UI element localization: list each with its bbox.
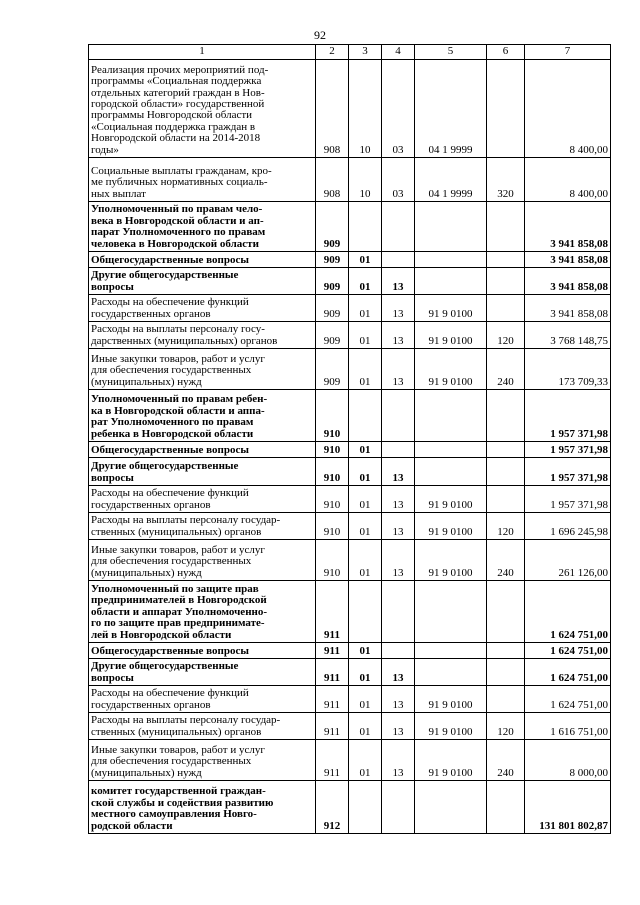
item-name-line: Уполномоченный по правам ребен-	[91, 393, 268, 406]
expense-type-cell: 320	[487, 158, 525, 202]
item-name-line: Новгородской области на 2014-2018	[91, 132, 261, 145]
ministry-code-cell: 909	[316, 268, 349, 295]
item-name-line: Расходы на выплаты персоналу государ-	[91, 514, 281, 527]
column-header: 6	[487, 45, 525, 60]
item-name-line: «Социальная поддержка граждан в	[91, 120, 256, 133]
subsection-code-cell	[382, 252, 415, 268]
expense-type-cell: 240	[487, 349, 525, 390]
item-name-cell	[89, 158, 316, 202]
item-name-line: государственных органов	[91, 698, 211, 711]
item-name-cell	[89, 581, 316, 643]
amount-cell: 1 624 751,00	[525, 581, 611, 643]
section-code-cell: 01	[349, 540, 382, 581]
item-name-line: родской области	[91, 819, 173, 832]
item-name-line: (муниципальных) нужд	[91, 766, 202, 779]
section-code-cell: 01	[349, 349, 382, 390]
expense-type-cell	[487, 390, 525, 442]
expense-type-cell	[487, 458, 525, 486]
amount-cell: 1 957 371,98	[525, 390, 611, 442]
item-name-line: Социальные выплаты гражданам, кро-	[91, 164, 272, 177]
item-name-cell	[89, 713, 316, 740]
expense-type-cell	[487, 486, 525, 513]
item-name-line: Расходы на выплаты персоналу государ-	[91, 714, 281, 727]
item-name-line: для обеспечения государственных	[91, 555, 252, 568]
table-row	[89, 486, 611, 513]
amount-cell: 3 768 148,75	[525, 322, 611, 349]
subsection-code-cell: 03	[382, 158, 415, 202]
table-row	[89, 252, 611, 268]
expense-type-cell	[487, 295, 525, 322]
ministry-code-cell: 908	[316, 158, 349, 202]
item-name-line: программы «Социальная поддержка	[91, 75, 262, 88]
item-name-line: ственных (муниципальных) органов	[91, 525, 262, 538]
table-row	[89, 295, 611, 322]
amount-cell: 173 709,33	[525, 349, 611, 390]
item-name-line: отдельных категорий граждан в Нов-	[91, 86, 265, 99]
expense-type-cell: 240	[487, 740, 525, 781]
item-name-line: ственных (муниципальных) органов	[91, 725, 262, 738]
target-article-cell	[415, 581, 487, 643]
table-row	[89, 659, 611, 686]
expense-type-cell	[487, 581, 525, 643]
target-article-cell: 91 9 0100	[415, 322, 487, 349]
table-row	[89, 713, 611, 740]
section-code-cell: 01	[349, 252, 382, 268]
item-name-line: вопросы	[91, 280, 134, 293]
target-article-cell	[415, 659, 487, 686]
item-name-line: века в Новгородской области и ап-	[91, 214, 264, 227]
item-name-line: парат Уполномоченного по правам	[91, 226, 266, 239]
item-name-line: государственных органов	[91, 307, 211, 320]
expense-type-cell	[487, 442, 525, 458]
budget-table	[88, 44, 611, 834]
target-article-cell	[415, 268, 487, 295]
item-name-line: ской службы и содействия развитию	[91, 796, 274, 809]
item-name-cell	[89, 268, 316, 295]
table-row	[89, 581, 611, 643]
expense-type-cell	[487, 643, 525, 659]
ministry-code-cell: 911	[316, 713, 349, 740]
item-name-cell	[89, 349, 316, 390]
expense-type-cell: 120	[487, 513, 525, 540]
item-name-cell	[89, 643, 316, 659]
item-name-line: Расходы на обеспечение функций	[91, 687, 249, 700]
expense-type-cell	[487, 60, 525, 158]
expense-type-cell: 240	[487, 540, 525, 581]
item-name-line: Реализация прочих мероприятий под-	[91, 63, 269, 76]
section-code-cell	[349, 202, 382, 252]
item-name-line: ных выплат	[91, 187, 146, 200]
item-name-line: ме публичных нормативных социаль-	[91, 176, 268, 189]
budget-table-body	[89, 45, 611, 834]
target-article-cell: 91 9 0100	[415, 349, 487, 390]
amount-cell: 261 126,00	[525, 540, 611, 581]
item-name-line: городской области» государственной	[91, 97, 265, 110]
column-header-row	[89, 45, 611, 60]
ministry-code-cell: 909	[316, 202, 349, 252]
section-code-cell: 10	[349, 60, 382, 158]
item-name-line: предпринимателей в Новгородской	[91, 594, 267, 607]
ministry-code-cell: 909	[316, 295, 349, 322]
table-row	[89, 781, 611, 834]
item-name-line: ребенка в Новгородской области	[91, 427, 254, 440]
item-name-cell	[89, 513, 316, 540]
table-row	[89, 158, 611, 202]
item-name-cell	[89, 60, 316, 158]
amount-cell: 3 941 858,08	[525, 252, 611, 268]
item-name-line: дарственных (муниципальных) органов	[91, 334, 278, 347]
section-code-cell: 10	[349, 158, 382, 202]
ministry-code-cell: 912	[316, 781, 349, 834]
item-name-cell	[89, 322, 316, 349]
ministry-code-cell: 909	[316, 349, 349, 390]
target-article-cell	[415, 252, 487, 268]
item-name-line: Другие общегосударственные	[91, 460, 239, 473]
amount-cell: 1 616 751,00	[525, 713, 611, 740]
item-name-cell	[89, 295, 316, 322]
subsection-code-cell: 13	[382, 659, 415, 686]
item-name-line: Иные закупки товаров, работ и услуг	[91, 743, 265, 756]
ministry-code-cell: 908	[316, 60, 349, 158]
amount-cell: 8 000,00	[525, 740, 611, 781]
item-name-line: Другие общегосударственные	[91, 660, 239, 673]
item-name-cell	[89, 486, 316, 513]
section-code-cell: 01	[349, 686, 382, 713]
amount-cell: 1 957 371,98	[525, 458, 611, 486]
subsection-code-cell	[382, 643, 415, 659]
table-row	[89, 60, 611, 158]
subsection-code-cell	[382, 581, 415, 643]
subsection-code-cell: 03	[382, 60, 415, 158]
item-name-cell	[89, 442, 316, 458]
column-header: 4	[382, 45, 415, 60]
table-row	[89, 349, 611, 390]
item-name-cell	[89, 390, 316, 442]
table-row	[89, 268, 611, 295]
page-number: 92	[314, 28, 326, 42]
item-name-line: Иные закупки товаров, работ и услуг	[91, 543, 265, 556]
item-name-line: Общегосударственные вопросы	[91, 253, 249, 266]
item-name-line: человека в Новгородской области	[91, 237, 259, 250]
ministry-code-cell: 911	[316, 643, 349, 659]
subsection-code-cell: 13	[382, 540, 415, 581]
item-name-line: вопросы	[91, 471, 134, 484]
target-article-cell	[415, 390, 487, 442]
column-header: 3	[349, 45, 382, 60]
ministry-code-cell: 910	[316, 390, 349, 442]
amount-cell: 8 400,00	[525, 60, 611, 158]
item-name-line: местного самоуправления Новго-	[91, 808, 257, 821]
item-name-line: комитет государственной граждан-	[91, 785, 266, 798]
item-name-cell	[89, 740, 316, 781]
amount-cell: 1 957 371,98	[525, 442, 611, 458]
target-article-cell	[415, 442, 487, 458]
item-name-cell	[89, 202, 316, 252]
section-code-cell: 01	[349, 513, 382, 540]
amount-cell: 1 624 751,00	[525, 643, 611, 659]
section-code-cell: 01	[349, 740, 382, 781]
section-code-cell	[349, 781, 382, 834]
amount-cell: 1 624 751,00	[525, 659, 611, 686]
item-name-line: рат Уполномоченного по правам	[91, 416, 254, 429]
item-name-cell	[89, 686, 316, 713]
section-code-cell: 01	[349, 268, 382, 295]
expense-type-cell	[487, 686, 525, 713]
item-name-line: программы Новгородской области	[91, 109, 253, 122]
subsection-code-cell: 13	[382, 513, 415, 540]
item-name-line: Расходы на обеспечение функций	[91, 487, 249, 500]
table-row	[89, 643, 611, 659]
subsection-code-cell: 13	[382, 295, 415, 322]
table-row	[89, 686, 611, 713]
column-header: 5	[415, 45, 487, 60]
amount-cell: 3 941 858,08	[525, 202, 611, 252]
section-code-cell: 01	[349, 442, 382, 458]
subsection-code-cell	[382, 390, 415, 442]
amount-cell: 1 624 751,00	[525, 686, 611, 713]
amount-cell: 3 941 858,08	[525, 268, 611, 295]
subsection-code-cell: 13	[382, 486, 415, 513]
item-name-cell	[89, 781, 316, 834]
item-name-line: го по защите прав предпринимате-	[91, 617, 265, 630]
ministry-code-cell: 910	[316, 540, 349, 581]
target-article-cell	[415, 643, 487, 659]
expense-type-cell: 120	[487, 322, 525, 349]
subsection-code-cell: 13	[382, 268, 415, 295]
target-article-cell: 91 9 0100	[415, 295, 487, 322]
subsection-code-cell: 13	[382, 349, 415, 390]
target-article-cell: 91 9 0100	[415, 486, 487, 513]
target-article-cell: 04 1 9999	[415, 60, 487, 158]
item-name-line: Общегосударственные вопросы	[91, 443, 249, 456]
expense-type-cell	[487, 781, 525, 834]
item-name-line: Уполномоченный по правам чело-	[91, 203, 263, 216]
table-row	[89, 202, 611, 252]
item-name-line: вопросы	[91, 671, 134, 684]
expense-type-cell	[487, 268, 525, 295]
section-code-cell	[349, 581, 382, 643]
column-header: 2	[316, 45, 349, 60]
subsection-code-cell	[382, 781, 415, 834]
item-name-line: области и аппарат Уполномоченно-	[91, 605, 268, 618]
section-code-cell: 01	[349, 322, 382, 349]
column-header: 1	[89, 45, 316, 60]
amount-cell: 3 941 858,08	[525, 295, 611, 322]
table-row	[89, 513, 611, 540]
subsection-code-cell: 13	[382, 740, 415, 781]
subsection-code-cell: 13	[382, 686, 415, 713]
subsection-code-cell	[382, 442, 415, 458]
target-article-cell: 91 9 0100	[415, 513, 487, 540]
ministry-code-cell: 911	[316, 740, 349, 781]
item-name-line: годы»	[91, 143, 119, 156]
section-code-cell: 01	[349, 458, 382, 486]
subsection-code-cell: 13	[382, 322, 415, 349]
item-name-line: лей в Новгородской области	[91, 628, 232, 641]
item-name-line: Общегосударственные вопросы	[91, 644, 249, 657]
table-row	[89, 390, 611, 442]
item-name-cell	[89, 458, 316, 486]
amount-cell: 8 400,00	[525, 158, 611, 202]
expense-type-cell	[487, 659, 525, 686]
ministry-code-cell: 910	[316, 442, 349, 458]
item-name-line: государственных органов	[91, 498, 211, 511]
section-code-cell	[349, 390, 382, 442]
target-article-cell: 04 1 9999	[415, 158, 487, 202]
item-name-line: Иные закупки товаров, работ и услуг	[91, 352, 265, 365]
item-name-line: для обеспечения государственных	[91, 755, 252, 768]
ministry-code-cell: 910	[316, 486, 349, 513]
target-article-cell: 91 9 0100	[415, 740, 487, 781]
item-name-cell	[89, 659, 316, 686]
item-name-line: для обеспечения государственных	[91, 364, 252, 377]
item-name-line: Уполномоченный по защите прав	[91, 582, 259, 595]
item-name-line: ка в Новгородской области и аппа-	[91, 404, 265, 417]
amount-cell: 131 801 802,87	[525, 781, 611, 834]
expense-type-cell: 120	[487, 713, 525, 740]
section-code-cell: 01	[349, 643, 382, 659]
amount-cell: 1 696 245,98	[525, 513, 611, 540]
ministry-code-cell: 911	[316, 686, 349, 713]
expense-type-cell	[487, 202, 525, 252]
table-row	[89, 458, 611, 486]
subsection-code-cell: 13	[382, 458, 415, 486]
item-name-line: (муниципальных) нужд	[91, 375, 202, 388]
amount-cell: 1 957 371,98	[525, 486, 611, 513]
target-article-cell: 91 9 0100	[415, 713, 487, 740]
ministry-code-cell: 910	[316, 513, 349, 540]
ministry-code-cell: 909	[316, 252, 349, 268]
item-name-cell	[89, 252, 316, 268]
item-name-line: Расходы на выплаты персоналу госу-	[91, 323, 265, 336]
ministry-code-cell: 909	[316, 322, 349, 349]
table-row	[89, 322, 611, 349]
section-code-cell: 01	[349, 659, 382, 686]
section-code-cell: 01	[349, 713, 382, 740]
target-article-cell	[415, 458, 487, 486]
subsection-code-cell: 13	[382, 713, 415, 740]
item-name-line: (муниципальных) нужд	[91, 566, 202, 579]
target-article-cell: 91 9 0100	[415, 540, 487, 581]
ministry-code-cell: 911	[316, 581, 349, 643]
column-header: 7	[525, 45, 611, 60]
expense-type-cell	[487, 252, 525, 268]
target-article-cell	[415, 781, 487, 834]
item-name-line: Расходы на обеспечение функций	[91, 296, 249, 309]
table-row	[89, 540, 611, 581]
subsection-code-cell	[382, 202, 415, 252]
item-name-cell	[89, 540, 316, 581]
section-code-cell: 01	[349, 486, 382, 513]
ministry-code-cell: 911	[316, 659, 349, 686]
ministry-code-cell: 910	[316, 458, 349, 486]
target-article-cell	[415, 202, 487, 252]
target-article-cell: 91 9 0100	[415, 686, 487, 713]
item-name-line: Другие общегосударственные	[91, 269, 239, 282]
table-row	[89, 740, 611, 781]
table-row	[89, 442, 611, 458]
section-code-cell: 01	[349, 295, 382, 322]
